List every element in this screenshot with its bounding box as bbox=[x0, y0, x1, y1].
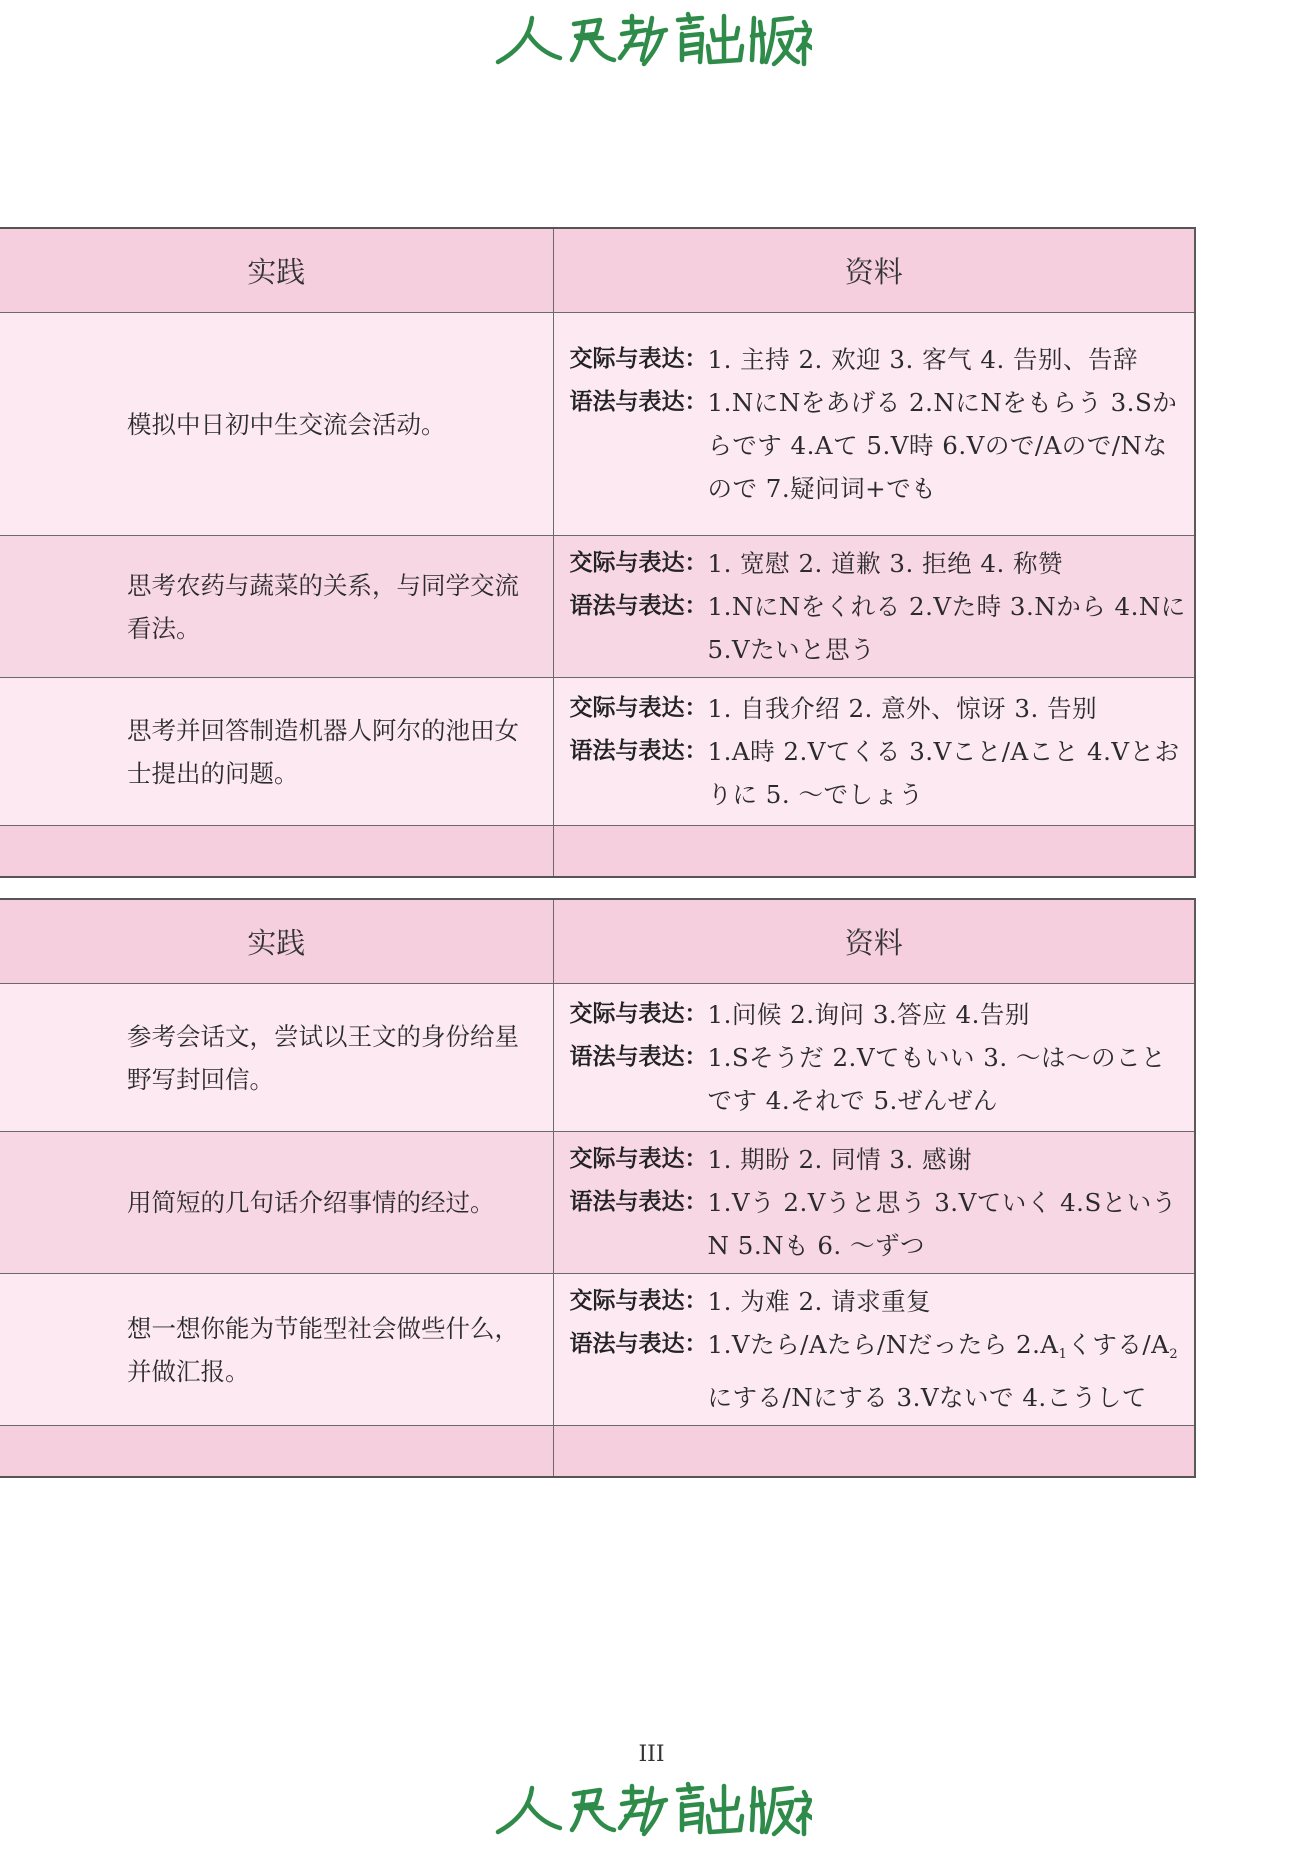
communication-entry bbox=[570, 1138, 1187, 1181]
header-resources: 资料 bbox=[553, 228, 1195, 313]
footer-cell bbox=[0, 826, 553, 878]
practice-cell: 参考会话文，尝试以王文的身份给星野写封回信。 bbox=[0, 984, 553, 1132]
communication-entry bbox=[570, 542, 1187, 585]
practice-cell: 思考并回答制造机器人阿尔的池田女士提出的问题。 bbox=[0, 678, 553, 826]
header-practice: 实践 bbox=[0, 228, 553, 313]
communication-label: 交际与表达： bbox=[569, 1146, 708, 1172]
resource-cell bbox=[553, 1274, 1195, 1426]
practice-cell: 想一想你能为节能型社会做些什么，并做汇报。 bbox=[0, 1274, 553, 1426]
table-row bbox=[0, 984, 1195, 1132]
communication-entry bbox=[570, 338, 1187, 381]
publisher-logo-top bbox=[0, 0, 1303, 80]
resource-cell bbox=[553, 536, 1195, 678]
table-footer-row bbox=[0, 1426, 1195, 1478]
curriculum-table-2 bbox=[0, 898, 1196, 1478]
grammar-label: 语法与表达： bbox=[569, 1189, 708, 1215]
footer-cell bbox=[553, 1426, 1195, 1478]
footer-cell bbox=[0, 1426, 553, 1478]
footer-cell bbox=[553, 826, 1195, 878]
communication-content: 1.问候 2.询问 3.答应 4.告别 bbox=[707, 1000, 1030, 1029]
publisher-logo-bottom bbox=[0, 1770, 1303, 1850]
grammar-content: 1.Vたら/Aたら/Nだったら $2.A_1$くする$/A_2$にする/Nにする 3.Vないで 4.こうして bbox=[707, 1330, 1179, 1412]
communication-content: 1. 期盼 2. 同情 3. 感谢 bbox=[707, 1145, 973, 1174]
curriculum-table-1 bbox=[0, 227, 1196, 878]
communication-label: 交际与表达： bbox=[569, 1288, 708, 1314]
communication-content: 1. 为难 2. 请求重复 bbox=[707, 1287, 932, 1316]
communication-entry bbox=[570, 687, 1187, 730]
grammar-entry bbox=[570, 585, 1187, 671]
communication-label: 交际与表达： bbox=[569, 550, 708, 576]
practice-cell: 模拟中日初中生交流会活动。 bbox=[0, 313, 553, 536]
table-row bbox=[0, 1132, 1195, 1274]
table-row bbox=[0, 536, 1195, 678]
publisher-logo-image bbox=[492, 8, 812, 72]
communication-content: 1. 宽慰 2. 道歉 3. 拒绝 4. 称赞 bbox=[707, 549, 1064, 578]
communication-label: 交际与表达： bbox=[569, 346, 708, 372]
communication-content: 1. 主持 2. 欢迎 3. 客气 4. 告别、告辞 bbox=[707, 345, 1139, 374]
communication-entry bbox=[570, 1280, 1187, 1323]
grammar-content: 1.Sそうだ 2.Vてもいい 3. ～は～のことです 4.それで 5.ぜんぜん bbox=[707, 1043, 1166, 1115]
practice-cell: 思考农药与蔬菜的关系，与同学交流看法。 bbox=[0, 536, 553, 678]
grammar-label: 语法与表达： bbox=[569, 738, 708, 764]
header-resources: 资料 bbox=[553, 899, 1195, 984]
grammar-label: 语法与表达： bbox=[569, 389, 708, 415]
communication-content: 1. 自我介绍 2. 意外、惊讶 3. 告别 bbox=[707, 694, 1098, 723]
grammar-entry bbox=[570, 1036, 1187, 1122]
grammar-entry bbox=[570, 381, 1187, 510]
practice-cell: 用简短的几句话介绍事情的经过。 bbox=[0, 1132, 553, 1274]
resource-cell bbox=[553, 678, 1195, 826]
publisher-logo-image bbox=[492, 1778, 812, 1842]
grammar-label: 语法与表达： bbox=[569, 593, 708, 619]
grammar-content: 1.A時 2.Vてくる 3.Vこと/Aこと 4.Vとおりに 5. ～でしょう bbox=[707, 737, 1180, 809]
table-footer-row bbox=[0, 826, 1195, 878]
grammar-content: 1.NにNをくれる 2.Vた時 3.Nから 4.Nに 5.Vたいと思う bbox=[707, 592, 1186, 664]
table-row bbox=[0, 1274, 1195, 1426]
communication-label: 交际与表达： bbox=[569, 695, 708, 721]
grammar-entry bbox=[570, 730, 1187, 816]
page-number: III bbox=[638, 1742, 665, 1767]
table-row bbox=[0, 313, 1195, 536]
grammar-entry bbox=[570, 1323, 1187, 1419]
resource-cell bbox=[553, 313, 1195, 536]
header-practice: 实践 bbox=[0, 899, 553, 984]
communication-label: 交际与表达： bbox=[569, 1001, 708, 1027]
grammar-entry bbox=[570, 1181, 1187, 1267]
table-row bbox=[0, 678, 1195, 826]
grammar-label: 语法与表达： bbox=[569, 1331, 708, 1357]
grammar-content: 1.Vう 2.Vうと思う 3.Vていく 4.SというN 5.Nも 6. ～ずつ bbox=[707, 1188, 1177, 1260]
grammar-label: 语法与表达： bbox=[569, 1044, 708, 1070]
resource-cell bbox=[553, 1132, 1195, 1274]
communication-entry bbox=[570, 993, 1187, 1036]
resource-cell bbox=[553, 984, 1195, 1132]
grammar-content: 1.NにNをあげる 2.NにNをもらう 3.Sからです 4.Aて 5.V時 6.Vので/Aので/Nなので 7.疑问词+でも bbox=[707, 388, 1178, 503]
